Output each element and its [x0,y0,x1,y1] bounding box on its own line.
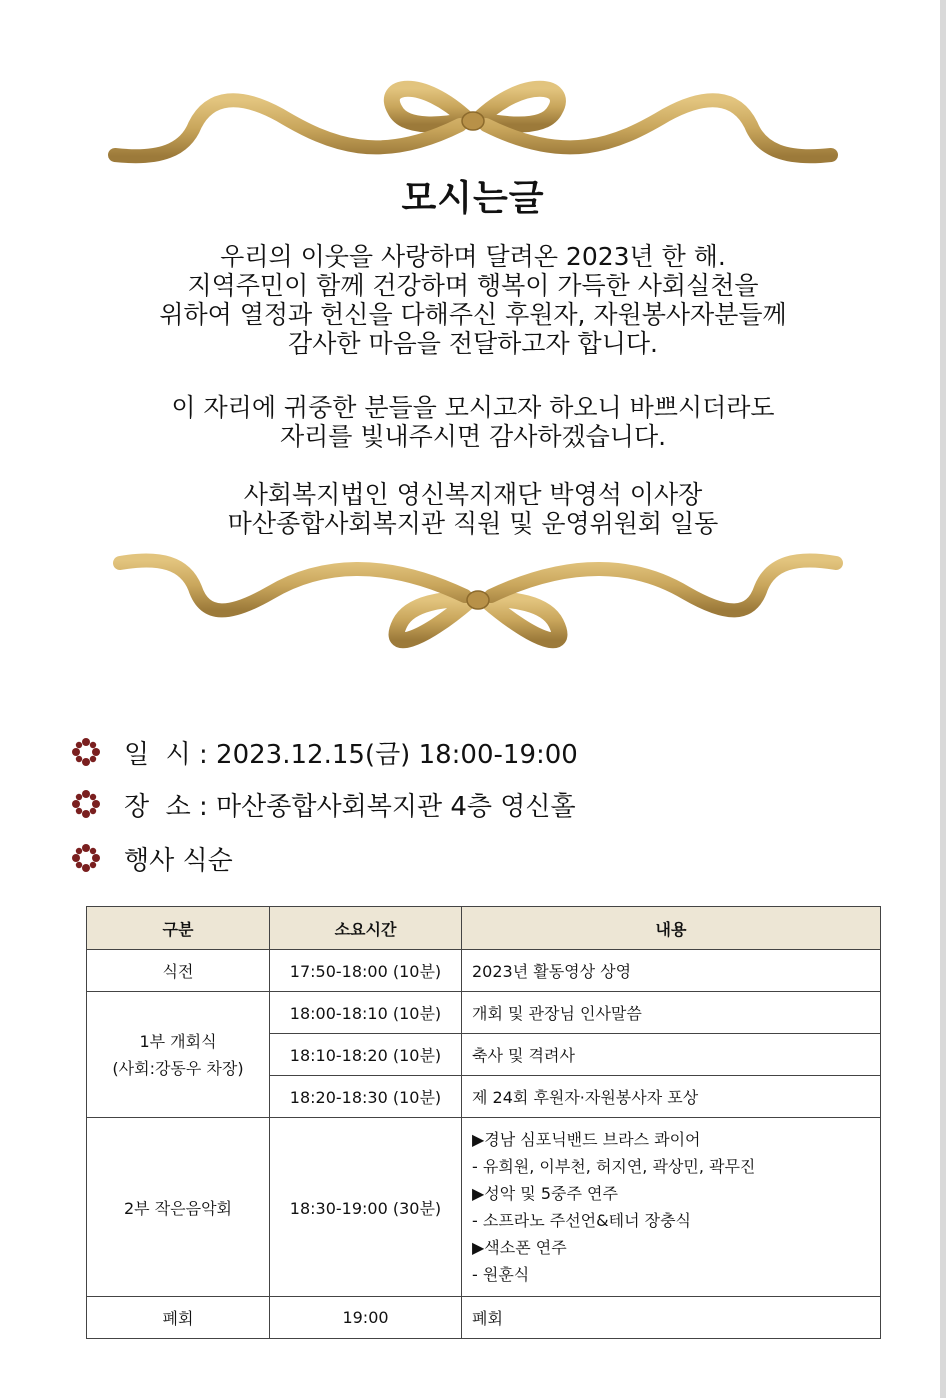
table-header-row [87,907,881,950]
invitation-signature [0,480,946,538]
program-line: - 원훈식 [472,1265,530,1284]
text-line: 자리를 빛내주시면 감사하겠습니다. [279,422,667,451]
time-cell: 19:00 [270,1297,462,1339]
program-line: - 유희원, 이부천, 허지연, 곽상민, 곽무진 [472,1157,756,1176]
schedule-table [86,906,881,1339]
section-cell [87,992,270,1118]
table-row [87,1297,881,1339]
time-cell: 17:50-18:00 (10분) [270,950,462,992]
section-line: 1부 개회식 [139,1031,217,1051]
header-duration: 소요시간 [270,907,462,950]
time-cell: 18:10-18:20 (10분) [270,1034,462,1076]
invitation-paragraph-2 [0,393,946,451]
invitation-paragraph-1 [0,242,946,358]
section-line: (사회:강동우 차장) [112,1058,244,1078]
program-line: ▶색소폰 연주 [472,1238,567,1257]
content-cell: 폐회 [462,1297,881,1339]
time-cell: 18:30-19:00 (30분) [270,1118,462,1297]
text-line: 이 자리에 귀중한 분들을 모시고자 하오니 바쁘시더라도 [171,393,775,422]
section-cell: 2부 작은음악회 [87,1118,270,1297]
text-line: 감사한 마음을 전달하고자 합니다. [288,329,658,358]
text-line: 사회복지법인 영신복지재단 박영석 이사장 [243,480,703,509]
text-line: 지역주민이 함께 건강하며 행복이 가득한 사회실천을 [187,271,759,300]
header-content: 내용 [462,907,881,950]
top-ribbon-decoration [0,55,946,185]
content-cell: 축사 및 격려사 [462,1034,881,1076]
text-line: 우리의 이웃을 사랑하며 달려온 2023년 한 해. [220,242,726,271]
event-place-line [70,784,576,824]
event-date-line [70,732,578,772]
content-cell: 개회 및 관장님 인사말씀 [462,992,881,1034]
time-cell: 18:00-18:10 (10분) [270,992,462,1034]
flower-bullet-icon [70,842,102,874]
table-row [87,1118,881,1297]
section-cell: 식전 [87,950,270,992]
invitation-title: 모시는글 [401,178,545,219]
content-cell: 2023년 활동영상 상영 [462,950,881,992]
program-line: - 소프라노 주선언&테너 장충식 [472,1211,691,1230]
section-cell: 폐회 [87,1297,270,1339]
text-line: 마산종합사회복지관 직원 및 운영위원회 일동 [227,509,719,538]
content-cell [462,1118,881,1297]
time-cell: 18:20-18:30 (10분) [270,1076,462,1118]
text-line: 위하여 열정과 헌신을 다해주신 후원자, 자원봉사자분들께 [159,300,787,329]
table-row [87,950,881,992]
place-label: 장 소 [124,791,191,822]
event-program-line [70,838,233,878]
bottom-ribbon-decoration [0,538,946,668]
content-cell: 제 24회 후원자·자원봉사자 포상 [462,1076,881,1118]
program-line: ▶경남 심포닉밴드 브라스 콰이어 [472,1130,701,1149]
header-section: 구분 [87,907,270,950]
table-row [87,992,881,1034]
program-line: ▶성악 및 5중주 연주 [472,1184,618,1203]
date-label: 일 시 [124,739,191,770]
program-label: 행사 식순 [124,845,233,876]
date-value: : 2023.12.15(금) 18:00-19:00 [190,739,578,770]
flower-bullet-icon [70,788,102,820]
place-value: : 마산종합사회복지관 4층 영신홀 [190,791,576,822]
flower-bullet-icon [70,736,102,768]
